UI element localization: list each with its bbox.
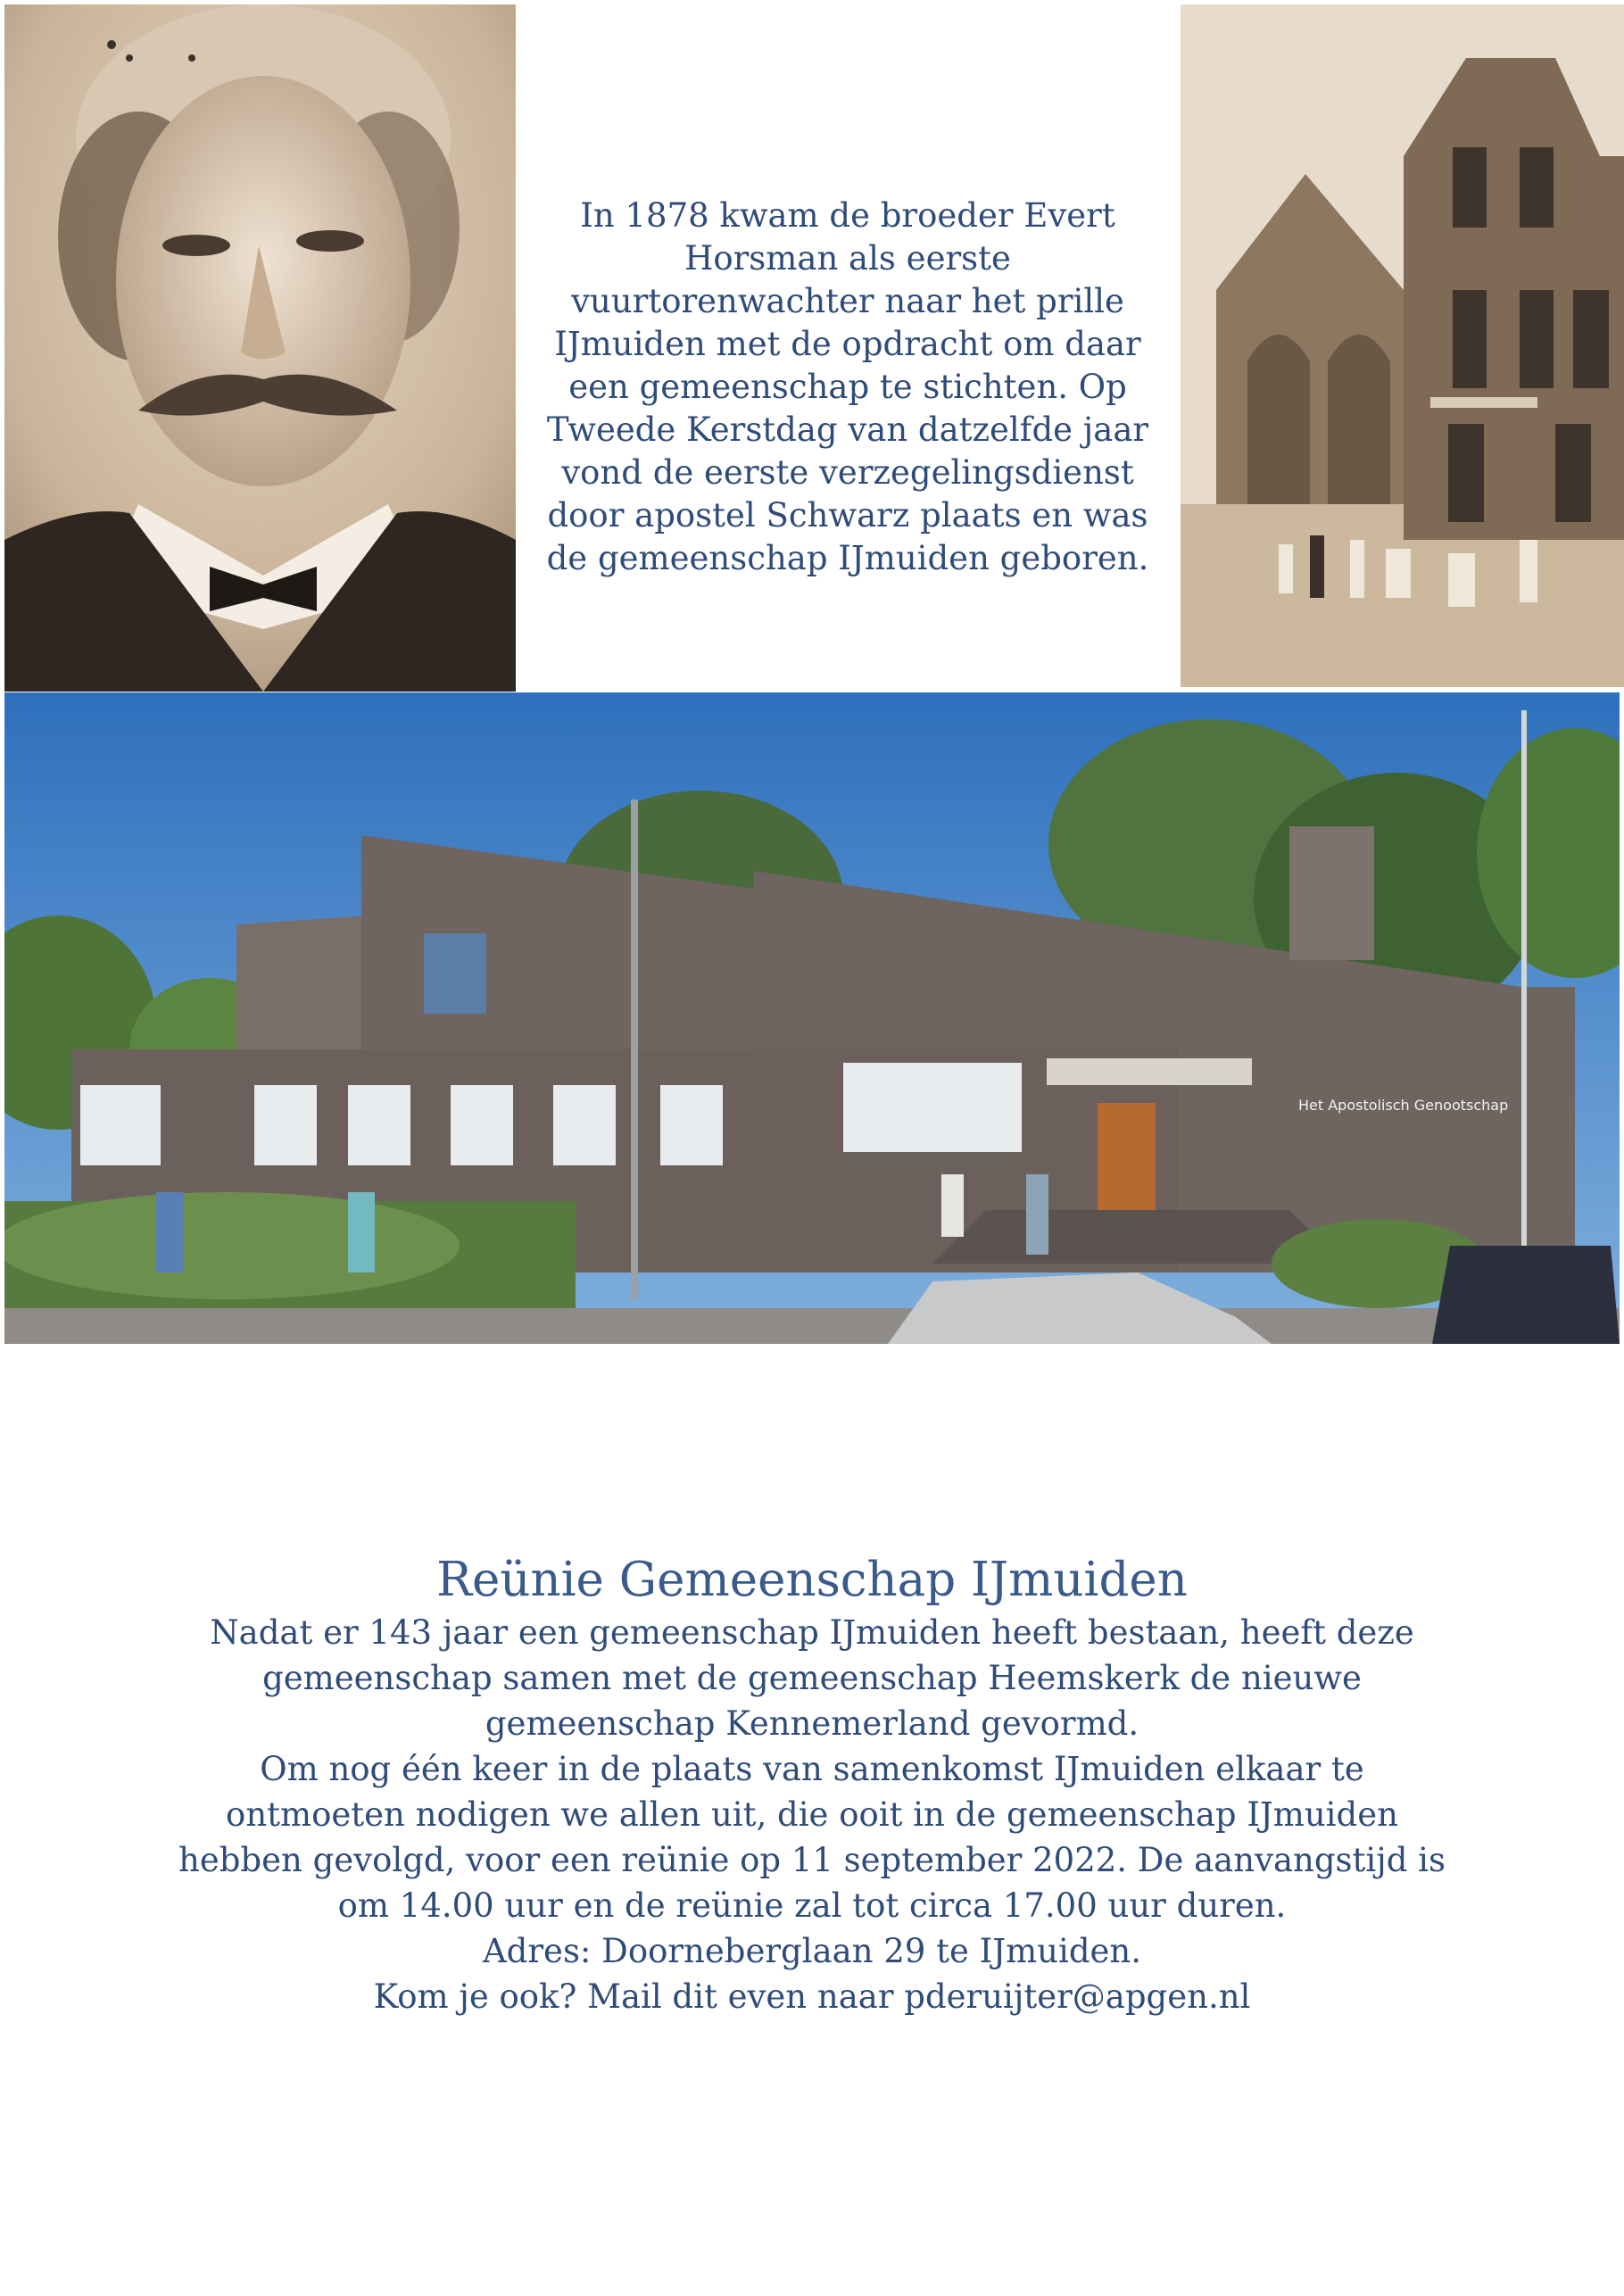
- intro-line: door apostel Schwarz plaats en was: [547, 496, 1148, 535]
- building-sign: Het Apostolisch Genootschap: [1298, 1097, 1509, 1114]
- reunion-line: gemeenschap samen met de gemeenschap Heemskerk de nieuwe: [262, 1659, 1362, 1697]
- reunion-line: hebben gevolgd, voor een reünie op 11 september 2022. De aanvangstijd is: [178, 1841, 1446, 1879]
- address-line: Adres: Doorneberglaan 29 te IJmuiden.: [482, 1932, 1142, 1970]
- intro-line: een gemeenschap te stichten. Op: [568, 368, 1127, 406]
- intro-line: de gemeenschap IJmuiden geboren.: [546, 539, 1149, 577]
- reunion-line: ontmoeten nodigen we allen uit, die ooit in de gemeenschap IJmuiden: [226, 1795, 1398, 1834]
- reunion-line: gemeenschap Kennemerland gevormd.: [485, 1704, 1139, 1743]
- intro-line: IJmuiden met de opdracht om daar: [554, 325, 1141, 363]
- contact-email-line: Kom je ook? Mail dit even naar pderuijter@apgen.nl: [373, 1977, 1251, 2016]
- reunion-paragraph: [0, 1610, 1624, 2019]
- reunion-line: Om nog één keer in de plaats van samenkomst IJmuiden elkaar te: [260, 1750, 1364, 1788]
- new-church-building-photo: [4, 692, 1620, 1344]
- intro-paragraph: [526, 195, 1169, 580]
- reunion-title: Reünie Gemeenschap IJmuiden: [436, 1553, 1188, 1607]
- intro-line: Horsman als eerste: [684, 239, 1011, 278]
- reunion-line: Nadat er 143 jaar een gemeenschap IJmuiden heeft bestaan, heeft deze: [210, 1613, 1414, 1652]
- reunion-line: om 14.00 uur en de reünie zal tot circa 17.00 uur duren.: [337, 1886, 1287, 1925]
- intro-line: vond de eerste verzegelingsdienst: [561, 453, 1134, 492]
- intro-line: vuurtorenwachter naar het prille: [571, 282, 1124, 320]
- old-building-photo: [1181, 4, 1624, 687]
- intro-line: Tweede Kerstdag van datzelfde jaar: [546, 410, 1149, 449]
- intro-line: In 1878 kwam de broeder Evert: [580, 196, 1115, 235]
- portrait-photo-evert-horsman: [4, 4, 516, 692]
